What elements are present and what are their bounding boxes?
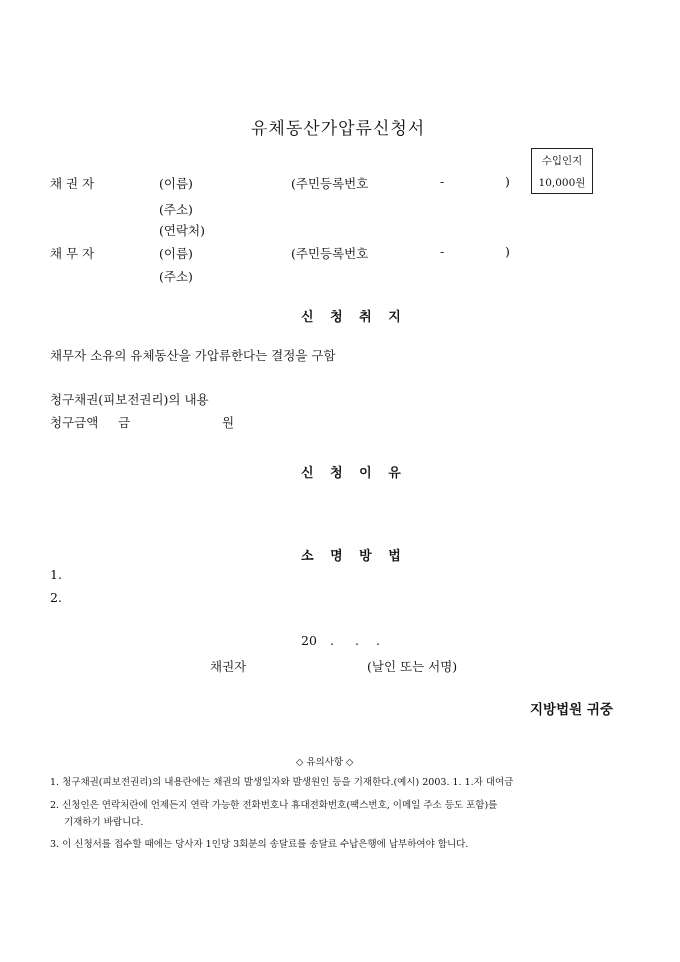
claim-amount-unit: 원 [222, 415, 235, 430]
proof-item-1: 1. [50, 567, 62, 582]
note-item-1: 1. 청구채권(피보전권리)의 내용란에는 채권의 발생일자와 발생원인 등을 기재한다.(예시) 2003. 1. 1.자 대여금 [50, 777, 514, 788]
creditor-rrn-field: (주민등록번호 [291, 176, 369, 191]
creditor-rrn-close: ) [505, 174, 510, 189]
debtor-name-field: (이름) [159, 246, 193, 261]
purpose-heading: 신 청 취 지 [301, 310, 407, 325]
note-item-3: 3. 이 신청서를 접수할 때에는 당사자 1인당 3회분의 송달료를 송달료 수납은행에 납부하여야 합니다. [50, 839, 469, 850]
revenue-stamp-box [531, 148, 593, 194]
reason-heading: 신 청 이 유 [301, 466, 407, 481]
creditor-name-field: (이름) [159, 176, 193, 191]
claim-content-label: 청구채권(피보전권리)의 내용 [50, 392, 209, 407]
date-sep-2: . [355, 633, 359, 648]
debtor-label: 채 무 자 [50, 246, 95, 261]
debtor-rrn-field: (주민등록번호 [291, 246, 369, 261]
debtor-address-field: (주소) [159, 269, 193, 284]
date-sep-1: . [330, 633, 334, 648]
stamp-label: 수입인지 [541, 155, 583, 167]
document-title: 유체동산가압류신청서 [251, 119, 426, 139]
stamp-amount: 10,000원 [538, 177, 586, 189]
note-item-2-cont: 기재하기 바랍니다. [64, 817, 144, 828]
court-addressee: 지방법원 귀중 [530, 702, 613, 718]
note-item-2: 2. 신청인은 연락처란에 언제든지 연락 가능한 전화번호나 휴대전화번호(팩스번호, 이메일 주소 등도 포함)를 [50, 800, 498, 811]
proof-item-2: 2. [50, 590, 62, 605]
date-year: 20 [301, 633, 317, 648]
creditor-rrn-dash: - [440, 174, 445, 189]
proof-heading: 소 명 방 법 [301, 549, 407, 564]
signature-seal: (날인 또는 서명) [367, 659, 458, 674]
creditor-contact-field: (연락처) [159, 223, 205, 238]
claim-amount-label: 청구금액 [50, 415, 99, 430]
purpose-text: 채무자 소유의 유체동산을 가압류한다는 결정을 구함 [50, 348, 336, 363]
notes-title: ◇ 유의사항 ◇ [296, 757, 354, 768]
debtor-rrn-dash: - [440, 244, 445, 259]
claim-amount-prefix: 금 [118, 415, 131, 430]
debtor-rrn-close: ) [505, 244, 510, 259]
signature-label: 채권자 [210, 659, 247, 674]
date-sep-3: . [376, 633, 380, 648]
creditor-label: 채 권 자 [50, 176, 95, 191]
creditor-address-field: (주소) [159, 202, 193, 217]
